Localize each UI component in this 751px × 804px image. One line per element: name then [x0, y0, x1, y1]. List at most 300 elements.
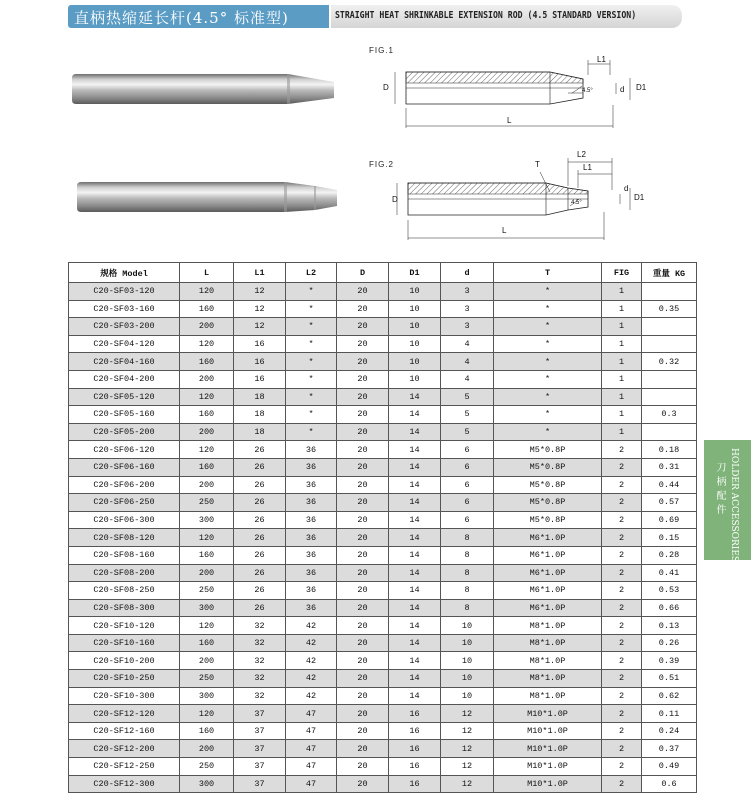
cell-D: 20 [337, 582, 389, 600]
table-row [69, 511, 697, 529]
table-row [69, 441, 697, 459]
cell-L2: * [286, 300, 337, 318]
fig2-dim-L: L [502, 226, 507, 235]
cell-L: 250 [180, 670, 234, 688]
fig1-drawing [378, 50, 668, 135]
cell-L1: 37 [234, 705, 286, 723]
cell-L1: 16 [234, 353, 286, 371]
cell-weight: 0.32 [642, 353, 697, 371]
cell-L2: 36 [286, 458, 337, 476]
table-row [69, 775, 697, 793]
cell-D1: 16 [389, 705, 441, 723]
col-header-T: T [494, 263, 602, 283]
cell-d: 5 [441, 388, 494, 406]
cell-L1: 37 [234, 722, 286, 740]
cell-L: 250 [180, 494, 234, 512]
cell-model: C20-SF10-300 [69, 687, 180, 705]
product-photo-fig2 [75, 180, 345, 220]
cell-T: M5*0.8P [494, 511, 602, 529]
cell-D: 20 [337, 423, 389, 441]
cell-D1: 14 [389, 599, 441, 617]
cell-L2: 47 [286, 740, 337, 758]
cell-D1: 14 [389, 582, 441, 600]
cell-L: 120 [180, 617, 234, 635]
cell-fig: 2 [602, 722, 642, 740]
cell-L1: 26 [234, 582, 286, 600]
cell-L2: 42 [286, 687, 337, 705]
cell-D: 20 [337, 283, 389, 301]
cell-weight: 0.57 [642, 494, 697, 512]
cell-D: 20 [337, 458, 389, 476]
table-row [69, 370, 697, 388]
cell-D1: 10 [389, 335, 441, 353]
cell-L: 200 [180, 652, 234, 670]
cell-weight [642, 370, 697, 388]
cell-d: 6 [441, 476, 494, 494]
cell-weight [642, 335, 697, 353]
fig1-dim-L1: L1 [597, 55, 606, 64]
cell-d: 3 [441, 300, 494, 318]
cell-L: 120 [180, 441, 234, 459]
cell-T: M10*1.0P [494, 775, 602, 793]
cell-d: 8 [441, 599, 494, 617]
cell-D1: 10 [389, 318, 441, 336]
cell-model: C20-SF05-160 [69, 406, 180, 424]
cell-L2: 36 [286, 494, 337, 512]
fig2-dim-D1: D1 [634, 193, 645, 202]
cell-L: 300 [180, 599, 234, 617]
cell-fig: 2 [602, 564, 642, 582]
cell-L: 120 [180, 388, 234, 406]
product-photo-fig1 [70, 70, 340, 110]
cell-D: 20 [337, 546, 389, 564]
cell-fig: 1 [602, 335, 642, 353]
cell-D1: 16 [389, 722, 441, 740]
fig2-dim-angle: 4.5° [571, 200, 582, 206]
cell-weight [642, 318, 697, 336]
cell-d: 10 [441, 670, 494, 688]
cell-L1: 18 [234, 406, 286, 424]
cell-L1: 12 [234, 283, 286, 301]
table-row [69, 740, 697, 758]
cell-weight: 0.53 [642, 582, 697, 600]
header-title-cn-bar [68, 5, 329, 28]
table-row [69, 529, 697, 547]
cell-L2: * [286, 335, 337, 353]
cell-T: * [494, 300, 602, 318]
cell-D1: 16 [389, 740, 441, 758]
cell-d: 12 [441, 758, 494, 776]
cell-T: * [494, 406, 602, 424]
cell-weight: 0.66 [642, 599, 697, 617]
cell-D: 20 [337, 740, 389, 758]
fig2-dim-L2: L2 [577, 150, 586, 159]
cell-weight: 0.3 [642, 406, 697, 424]
cell-L2: 42 [286, 634, 337, 652]
cell-T: M8*1.0P [494, 687, 602, 705]
side-category-tab [704, 440, 751, 563]
cell-D1: 14 [389, 687, 441, 705]
cell-T: * [494, 283, 602, 301]
cell-T: M10*1.0P [494, 705, 602, 723]
col-header-L2: L2 [286, 263, 337, 283]
cell-d: 6 [441, 494, 494, 512]
cell-L2: 36 [286, 476, 337, 494]
table-row [69, 423, 697, 441]
cell-fig: 2 [602, 458, 642, 476]
cell-fig: 2 [602, 546, 642, 564]
table-row [69, 546, 697, 564]
cell-weight: 0.6 [642, 775, 697, 793]
cell-L: 250 [180, 758, 234, 776]
cell-D1: 14 [389, 511, 441, 529]
cell-T: M10*1.0P [494, 722, 602, 740]
cell-T: M8*1.0P [494, 652, 602, 670]
cell-D: 20 [337, 599, 389, 617]
table-row [69, 670, 697, 688]
cell-model: C20-SF03-200 [69, 318, 180, 336]
cell-T: M8*1.0P [494, 670, 602, 688]
cell-D: 20 [337, 353, 389, 371]
cell-D1: 10 [389, 353, 441, 371]
table-row [69, 283, 697, 301]
cell-L: 200 [180, 564, 234, 582]
cell-T: * [494, 423, 602, 441]
cell-T: * [494, 335, 602, 353]
cell-L2: 47 [286, 705, 337, 723]
table-row [69, 388, 697, 406]
cell-D1: 10 [389, 300, 441, 318]
cell-L: 160 [180, 458, 234, 476]
cell-L2: * [286, 318, 337, 336]
cell-weight: 0.49 [642, 758, 697, 776]
cell-model: C20-SF06-250 [69, 494, 180, 512]
cell-L: 200 [180, 423, 234, 441]
cell-weight: 0.39 [642, 652, 697, 670]
cell-T: * [494, 388, 602, 406]
fig2-dim-L1: L1 [583, 163, 592, 172]
cell-model: C20-SF04-160 [69, 353, 180, 371]
cell-D: 20 [337, 335, 389, 353]
cell-D1: 14 [389, 546, 441, 564]
cell-model: C20-SF03-160 [69, 300, 180, 318]
cell-D: 20 [337, 529, 389, 547]
cell-d: 10 [441, 652, 494, 670]
cell-L1: 26 [234, 458, 286, 476]
cell-weight: 0.15 [642, 529, 697, 547]
cell-d: 6 [441, 441, 494, 459]
cell-weight [642, 423, 697, 441]
cell-L: 160 [180, 353, 234, 371]
cell-L2: 42 [286, 652, 337, 670]
cell-d: 10 [441, 617, 494, 635]
table-row [69, 758, 697, 776]
table-body [69, 283, 697, 793]
cell-L1: 32 [234, 687, 286, 705]
cell-D1: 14 [389, 476, 441, 494]
cell-D: 20 [337, 370, 389, 388]
cell-L1: 26 [234, 476, 286, 494]
cell-d: 8 [441, 582, 494, 600]
cell-fig: 2 [602, 670, 642, 688]
cell-D: 20 [337, 388, 389, 406]
cell-D: 20 [337, 564, 389, 582]
cell-weight: 0.18 [642, 441, 697, 459]
cell-model: C20-SF06-160 [69, 458, 180, 476]
cell-D1: 14 [389, 617, 441, 635]
cell-model: C20-SF05-200 [69, 423, 180, 441]
cell-L1: 32 [234, 617, 286, 635]
cell-L: 300 [180, 687, 234, 705]
cell-L2: 36 [286, 546, 337, 564]
cell-model: C20-SF10-120 [69, 617, 180, 635]
header-title-en-bar [331, 5, 682, 28]
cell-d: 12 [441, 705, 494, 723]
page-header [68, 5, 682, 28]
cell-T: * [494, 370, 602, 388]
cell-L1: 16 [234, 370, 286, 388]
cell-fig: 2 [602, 476, 642, 494]
cell-L1: 26 [234, 494, 286, 512]
cell-fig: 2 [602, 652, 642, 670]
cell-D1: 14 [389, 406, 441, 424]
cell-d: 3 [441, 318, 494, 336]
table-row [69, 353, 697, 371]
cell-L: 160 [180, 300, 234, 318]
cell-L2: 47 [286, 758, 337, 776]
cell-d: 10 [441, 634, 494, 652]
cell-L2: 36 [286, 511, 337, 529]
cell-T: M5*0.8P [494, 458, 602, 476]
cell-model: C20-SF12-250 [69, 758, 180, 776]
col-header-D1: D1 [389, 263, 441, 283]
cell-D: 20 [337, 634, 389, 652]
cell-L: 300 [180, 775, 234, 793]
cell-L2: 36 [286, 599, 337, 617]
cell-T: M5*0.8P [494, 441, 602, 459]
cell-T: * [494, 318, 602, 336]
cell-D1: 16 [389, 758, 441, 776]
cell-model: C20-SF10-200 [69, 652, 180, 670]
fig2-dim-D: D [392, 195, 398, 204]
cell-L1: 32 [234, 652, 286, 670]
cell-fig: 2 [602, 617, 642, 635]
col-header-fig: FIG [602, 263, 642, 283]
cell-model: C20-SF10-160 [69, 634, 180, 652]
cell-L2: 47 [286, 775, 337, 793]
cell-T: M6*1.0P [494, 599, 602, 617]
table-row [69, 335, 697, 353]
cell-D1: 14 [389, 494, 441, 512]
cell-D1: 14 [389, 634, 441, 652]
cell-fig: 2 [602, 599, 642, 617]
cell-L1: 37 [234, 758, 286, 776]
cell-fig: 2 [602, 687, 642, 705]
cell-fig: 2 [602, 582, 642, 600]
cell-L2: 36 [286, 529, 337, 547]
cell-D1: 14 [389, 388, 441, 406]
cell-T: * [494, 353, 602, 371]
cell-fig: 2 [602, 740, 642, 758]
cell-weight: 0.51 [642, 670, 697, 688]
cell-L2: * [286, 423, 337, 441]
cell-model: C20-SF08-120 [69, 529, 180, 547]
cell-L1: 26 [234, 529, 286, 547]
cell-model: C20-SF12-300 [69, 775, 180, 793]
cell-D: 20 [337, 511, 389, 529]
cell-T: M10*1.0P [494, 740, 602, 758]
cell-L2: 47 [286, 722, 337, 740]
cell-L2: 42 [286, 670, 337, 688]
cell-L1: 16 [234, 335, 286, 353]
cell-T: M6*1.0P [494, 564, 602, 582]
cell-T: M6*1.0P [494, 546, 602, 564]
cell-L: 250 [180, 582, 234, 600]
cell-L: 160 [180, 546, 234, 564]
cell-weight: 0.37 [642, 740, 697, 758]
cell-fig: 1 [602, 300, 642, 318]
cell-D: 20 [337, 300, 389, 318]
cell-L1: 37 [234, 775, 286, 793]
cell-d: 12 [441, 740, 494, 758]
cell-fig: 2 [602, 758, 642, 776]
cell-model: C20-SF03-120 [69, 283, 180, 301]
cell-d: 6 [441, 458, 494, 476]
cell-D: 20 [337, 494, 389, 512]
cell-D: 20 [337, 758, 389, 776]
cell-fig: 2 [602, 529, 642, 547]
fig1-dim-D: D [383, 83, 389, 92]
cell-D1: 14 [389, 441, 441, 459]
col-header-L: L [180, 263, 234, 283]
table-row [69, 564, 697, 582]
cell-D: 20 [337, 652, 389, 670]
cell-fig: 1 [602, 423, 642, 441]
cell-d: 10 [441, 687, 494, 705]
cell-model: C20-SF06-200 [69, 476, 180, 494]
table-row [69, 458, 697, 476]
cell-L: 200 [180, 740, 234, 758]
cell-L: 120 [180, 529, 234, 547]
cell-D: 20 [337, 476, 389, 494]
cell-D1: 14 [389, 423, 441, 441]
cell-D1: 16 [389, 775, 441, 793]
cell-D1: 10 [389, 283, 441, 301]
cell-d: 3 [441, 283, 494, 301]
cell-L2: * [286, 283, 337, 301]
fig2-dim-T: T [535, 160, 540, 169]
table-row [69, 406, 697, 424]
table-row [69, 634, 697, 652]
cell-fig: 1 [602, 353, 642, 371]
cell-model: C20-SF08-300 [69, 599, 180, 617]
cell-fig: 2 [602, 494, 642, 512]
cell-T: M6*1.0P [494, 529, 602, 547]
cell-L: 160 [180, 722, 234, 740]
cell-fig: 1 [602, 318, 642, 336]
header-title-cn: 直柄热缩延长杆(4.5° 标准型) [74, 9, 289, 27]
cell-D: 20 [337, 670, 389, 688]
cell-fig: 1 [602, 370, 642, 388]
cell-D: 20 [337, 775, 389, 793]
cell-d: 12 [441, 722, 494, 740]
col-header-weight: 重量 KG [642, 263, 697, 283]
header-title-en: STRAIGHT HEAT SHRINKABLE EXTENSION ROD (4.5 STANDARD VERSION) [335, 10, 637, 21]
cell-L: 120 [180, 705, 234, 723]
cell-L2: * [286, 353, 337, 371]
fig1-dim-L: L [507, 116, 512, 125]
cell-model: C20-SF12-200 [69, 740, 180, 758]
fig1-dim-d: d [620, 85, 625, 94]
cell-D1: 14 [389, 670, 441, 688]
cell-D1: 14 [389, 529, 441, 547]
cell-D: 20 [337, 722, 389, 740]
cell-L2: * [286, 388, 337, 406]
cell-weight [642, 388, 697, 406]
cell-L1: 32 [234, 634, 286, 652]
cell-D1: 14 [389, 458, 441, 476]
cell-model: C20-SF12-160 [69, 722, 180, 740]
table-row [69, 705, 697, 723]
cell-T: M6*1.0P [494, 582, 602, 600]
cell-model: C20-SF04-200 [69, 370, 180, 388]
cell-model: C20-SF05-120 [69, 388, 180, 406]
table-header-row [69, 263, 697, 283]
cell-weight: 0.69 [642, 511, 697, 529]
cell-L: 120 [180, 283, 234, 301]
side-tab-en: HOLDER ACCESSORIES [729, 448, 739, 563]
cell-weight: 0.41 [642, 564, 697, 582]
cell-L1: 26 [234, 564, 286, 582]
cell-d: 8 [441, 564, 494, 582]
fig1-dim-angle: 4.5° [582, 88, 593, 94]
table-row [69, 652, 697, 670]
cell-D1: 14 [389, 652, 441, 670]
cell-model: C20-SF08-160 [69, 546, 180, 564]
fig1-dim-D1: D1 [636, 83, 647, 92]
table-row [69, 476, 697, 494]
cell-T: M5*0.8P [494, 494, 602, 512]
cell-L2: 42 [286, 617, 337, 635]
side-tab-cn: 刀柄配件 [714, 462, 725, 518]
col-header-L1: L1 [234, 263, 286, 283]
col-header-model: 规格 Model [69, 263, 180, 283]
cell-L1: 26 [234, 599, 286, 617]
cell-L1: 18 [234, 423, 286, 441]
spec-table [68, 262, 697, 793]
fig2-dim-d: d [624, 184, 629, 193]
cell-D: 20 [337, 441, 389, 459]
cell-D1: 14 [389, 564, 441, 582]
cell-D: 20 [337, 318, 389, 336]
cell-weight: 0.28 [642, 546, 697, 564]
table-row [69, 599, 697, 617]
cell-fig: 2 [602, 634, 642, 652]
cell-T: M8*1.0P [494, 634, 602, 652]
cell-L2: * [286, 370, 337, 388]
cell-fig: 1 [602, 388, 642, 406]
cell-weight: 0.62 [642, 687, 697, 705]
cell-d: 8 [441, 546, 494, 564]
cell-d: 6 [441, 511, 494, 529]
table-row [69, 722, 697, 740]
cell-T: M10*1.0P [494, 758, 602, 776]
cell-d: 4 [441, 353, 494, 371]
cell-weight: 0.24 [642, 722, 697, 740]
cell-L2: 36 [286, 582, 337, 600]
cell-D1: 10 [389, 370, 441, 388]
cell-fig: 2 [602, 775, 642, 793]
